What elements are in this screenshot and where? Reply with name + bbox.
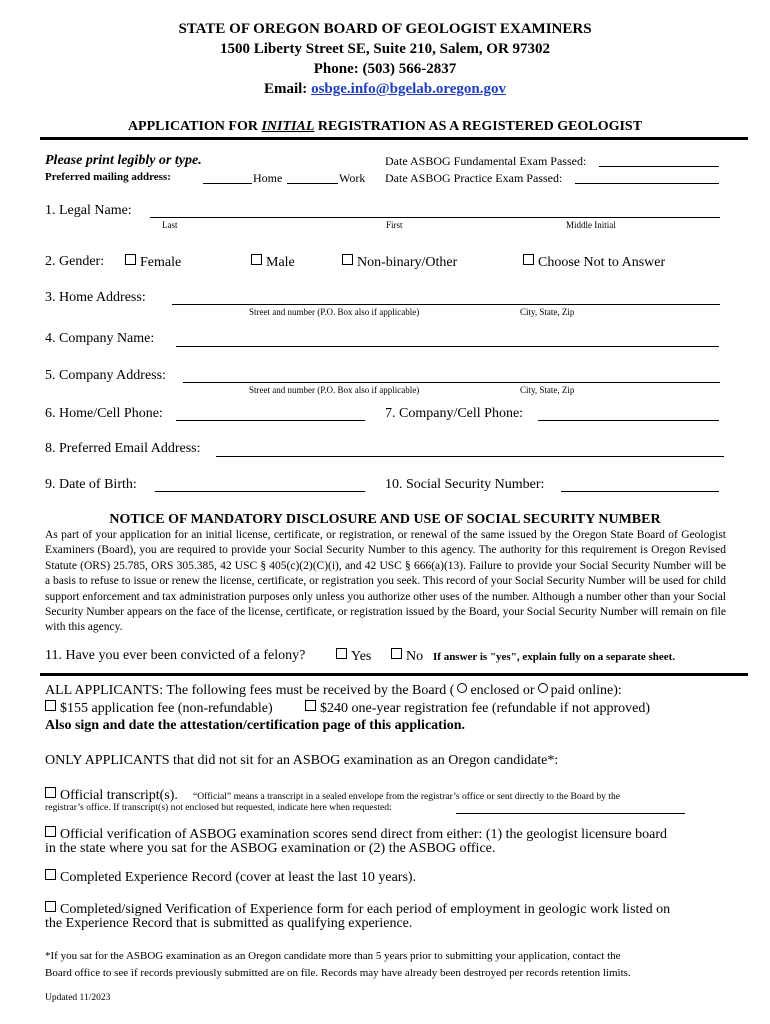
practice-exam-field[interactable]	[575, 183, 719, 184]
email-link[interactable]: osbge.info@bgelab.oregon.gov	[311, 81, 507, 97]
legal-name-field[interactable]	[150, 217, 720, 218]
title-suffix: REGISTRATION AS A REGISTERED GEOLOGIST	[317, 119, 643, 134]
checkbox-icon	[45, 826, 56, 837]
verification-option[interactable]: Official verification of ASBOG examination scores send direct from either: (1) the geologist licensure board	[45, 826, 667, 843]
agency-address: 1500 Liberty Street SE, Suite 210, Salem, OR 97302	[219, 41, 551, 57]
agency-phone: Phone: (503) 566-2837	[313, 61, 457, 77]
ssn-field[interactable]	[561, 491, 719, 492]
transcript-requested-field[interactable]	[456, 813, 685, 814]
checkbox-icon	[45, 700, 56, 711]
fees-line	[45, 683, 622, 699]
checkbox-icon	[523, 254, 534, 265]
transcript-option[interactable]: Official transcript(s).	[45, 787, 178, 804]
title-prefix: APPLICATION FOR	[127, 119, 258, 134]
checkbox-icon	[45, 869, 56, 880]
sign-note: Also sign and date the attestation/certification page of this application.	[45, 718, 465, 733]
home-option: Home	[253, 171, 283, 185]
felony-question: 11. Have you ever been convicted of a felony?	[45, 648, 306, 663]
print-note: Please print legibly or type.	[45, 153, 202, 168]
company-address-label: 5. Company Address:	[45, 368, 166, 383]
gender-female[interactable]: Female	[125, 254, 181, 271]
company-name-field[interactable]	[176, 346, 719, 347]
fees-enclosed: enclosed or	[470, 683, 535, 698]
footnote-2: Board office to see if records previously submitted are on file. Records may have already been destroyed per records retention limits.	[45, 967, 631, 979]
updated-date: Updated 11/2023	[45, 993, 111, 1003]
company-address-field[interactable]	[183, 382, 720, 383]
dob-field[interactable]	[155, 491, 365, 492]
middle-caption: Middle Initial	[566, 220, 616, 230]
work-option: Work	[339, 171, 366, 185]
gender-male[interactable]: Male	[251, 254, 295, 271]
agency-email-line	[0, 81, 770, 98]
gender-nonbinary[interactable]: Non-binary/Other	[342, 254, 457, 271]
practice-exam-label: Date ASBOG Practice Exam Passed:	[385, 171, 563, 185]
fees-paid: paid online):	[550, 683, 622, 698]
signed-option[interactable]: Completed/signed Verification of Experience form for each period of employment in geologic work listed on	[45, 901, 670, 918]
form-title	[0, 119, 770, 135]
street-caption: Street and number (P.O. Box also if applicable)	[249, 307, 420, 317]
experience-option[interactable]: Completed Experience Record (cover at least the last 10 years).	[45, 869, 416, 886]
email-label: Email:	[263, 81, 308, 97]
section-rule	[40, 673, 748, 676]
fees-intro: ALL APPLICANTS: The following fees must be received by the Board (	[45, 683, 455, 698]
city-caption-2: City, State, Zip	[520, 385, 575, 395]
checkbox-icon	[45, 901, 56, 912]
last-caption: Last	[162, 220, 178, 230]
company-name-label: 4. Company Name:	[45, 331, 155, 346]
home-address-label: 3. Home Address:	[45, 290, 146, 305]
circle-icon[interactable]	[538, 683, 548, 693]
fund-exam-label: Date ASBOG Fundamental Exam Passed:	[385, 154, 587, 168]
signed-cont: the Experience Record that is submitted as qualifying experience.	[45, 916, 413, 931]
felony-no[interactable]: No	[391, 648, 423, 665]
checkbox-icon	[45, 787, 56, 798]
gender-label: 2. Gender:	[45, 254, 105, 269]
street-caption-2: Street and number (P.O. Box also if applicable)	[249, 385, 420, 395]
notice-body: As part of your application for an initial license, certificate, or registration, or renewal of the same issued by the Oregon State Board of Geologist Examiners (Board), you are required to provide your Social Security Number to this agency. The authority for this requirement is Oregon Revised Statute (ORS) 25.785, ORS 305.385, 42 USC § 405(c)(2)(C)(i), and 42 USC § 666(a)(13). Failure to provide your Social Security Number will be a basis to refuse to issue or renew the license, certificate, or registration you seek. This record of your Social Security Number will be used for child support enforcement and tax administration purposes only unless you authorize other uses of the number. Although a number other than your Social Security Number appears on the face of the license, certificate, or registration issued by the Board, your Social Security Number will remain on file with this agency.	[45, 529, 726, 634]
agency-name: STATE OF OREGON BOARD OF GEOLOGIST EXAMINERS	[178, 21, 592, 37]
ssn-label: 10. Social Security Number:	[385, 477, 545, 492]
home-phone-field[interactable]	[176, 420, 365, 421]
checkbox-icon	[342, 254, 353, 265]
work-blank[interactable]	[287, 183, 338, 184]
transcript-note-2: registrar’s office. If transcript(s) not enclosed but requested, indicate here when requested:	[45, 802, 392, 813]
app-fee-option[interactable]: $155 application fee (non-refundable)	[45, 700, 273, 717]
company-phone-field[interactable]	[538, 420, 719, 421]
transcript-note-1: “Official” means a transcript in a sealed envelope from the registrar’s office or sent directly to the Board by the	[193, 791, 621, 802]
checkbox-icon	[336, 648, 347, 659]
home-address-field[interactable]	[172, 304, 720, 305]
email-field[interactable]	[216, 456, 724, 457]
notice-heading: NOTICE OF MANDATORY DISCLOSURE AND USE OF SOCIAL SECURITY NUMBER	[109, 512, 661, 527]
only-heading: ONLY APPLICANTS that did not sit for an ASBOG examination as an Oregon candidate*:	[45, 753, 559, 768]
checkbox-icon	[125, 254, 136, 265]
first-caption: First	[386, 220, 403, 230]
city-caption: City, State, Zip	[520, 307, 575, 317]
company-phone-label: 7. Company/Cell Phone:	[385, 406, 524, 421]
mailing-label: Preferred mailing address:	[45, 171, 171, 183]
checkbox-icon	[251, 254, 262, 265]
title-emphasis: INITIAL	[261, 119, 315, 134]
title-rule	[40, 137, 748, 140]
home-blank[interactable]	[203, 183, 252, 184]
home-phone-label: 6. Home/Cell Phone:	[45, 406, 163, 421]
dob-label: 9. Date of Birth:	[45, 477, 137, 492]
gender-no-answer[interactable]: Choose Not to Answer	[523, 254, 665, 271]
verification-cont: in the state where you sat for the ASBOG examination or (2) the ASBOG office.	[45, 841, 496, 856]
checkbox-icon	[305, 700, 316, 711]
felony-yes[interactable]: Yes	[336, 648, 371, 665]
footnote-1: *If you sat for the ASBOG examination as an Oregon candidate more than 5 years prior to submitting your application, contact the	[45, 950, 621, 962]
checkbox-icon	[391, 648, 402, 659]
email-field-label: 8. Preferred Email Address:	[45, 441, 201, 456]
circle-icon[interactable]	[457, 683, 467, 693]
legal-name-label: 1. Legal Name:	[45, 203, 132, 218]
reg-fee-option[interactable]: $240 one-year registration fee (refundable if not approved)	[305, 700, 650, 717]
felony-note: If answer is "yes", explain fully on a separate sheet.	[433, 651, 676, 663]
fund-exam-field[interactable]	[599, 166, 719, 167]
